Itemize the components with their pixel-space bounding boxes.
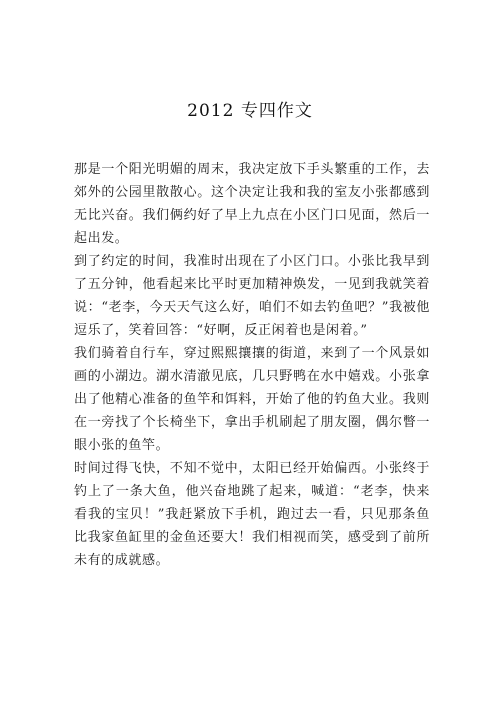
document-title: 2012 专四作文 [187,101,313,121]
paragraph-2: 到了约定的时间，我准时出现在了小区门口。小张比我早到了五分钟，他看起来比平时更加精神焕发，一见到我就笑着说：“老李，今天天气这么好，咱们不如去钓鱼吧？”我被他逗乐了，笑着回答：“好啊，反正闲着也是闲着。” [74,254,430,338]
paragraph-1: 那是一个阳光明媚的周末，我决定放下手头繁重的工作，去郊外的公园里散散心。这个决定让我和我的室友小张都感到无比兴奋。我们俩约好了早上九点在小区门口见面，然后一起出发。 [74,162,430,246]
document-body [74,158,430,572]
paragraph-4: 时间过得飞快，不知不觉中，太阳已经开始偏西。小张终于钓上了一条大鱼，他兴奋地跳了起来，喊道：“老李，快来看我的宝贝！”我赶紧放下手机，跑过去一看，只见那条鱼比我家鱼缸里的金鱼还要大！我们相视而笑，感受到了前所未有的成就感。 [74,461,430,568]
paragraph-3: 我们骑着自行车，穿过熙熙攘攘的街道，来到了一个风景如画的小湖边。湖水清澈见底，几只野鸭在水中嬉戏。小张拿出了他精心准备的鱼竿和饵料，开始了他的钓鱼大业。我则在一旁找了个长椅坐下，拿出手机刷起了朋友圈，偶尔瞥一眼小张的鱼竿。 [74,346,430,453]
